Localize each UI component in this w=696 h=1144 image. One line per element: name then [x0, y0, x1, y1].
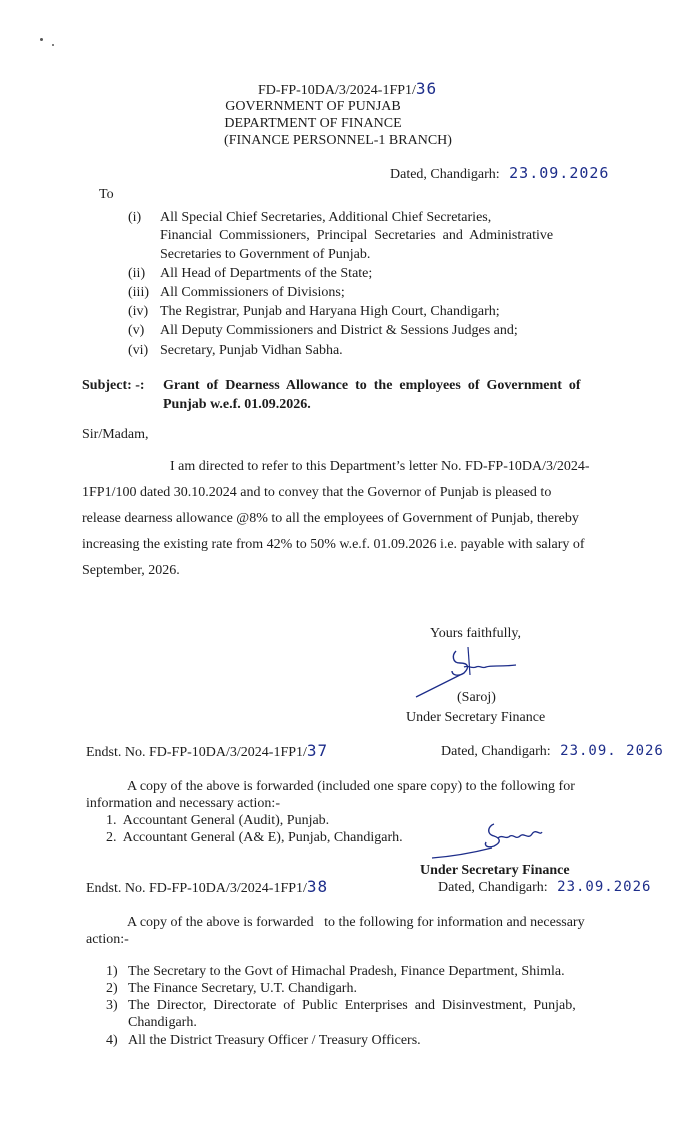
endorsement-number	[86, 742, 328, 762]
header-government: GOVERNMENT OF PUNJAB	[225, 99, 401, 114]
endorsement-dated	[441, 742, 664, 761]
distribution-num: 1)	[106, 964, 118, 979]
endorsement-item: 1. Accountant General (Audit), Punjab.	[106, 813, 330, 828]
distribution-line: Chandigarh.	[128, 1015, 197, 1030]
reference-handwritten-number: 36	[415, 79, 438, 98]
recipient-line: Secretary, Punjab Vidhan Sabha.	[160, 343, 343, 358]
recipient-num: (i)	[128, 210, 142, 225]
subject-line: Punjab w.e.f. 01.09.2026.	[163, 397, 311, 412]
scan-speck	[52, 44, 54, 46]
recipient-line: All Head of Departments of the State;	[160, 266, 373, 281]
endorsement-intro: information and necessary action:-	[86, 796, 280, 811]
recipient-num: (iii)	[128, 285, 149, 300]
recipient-line: All Commissioners of Divisions;	[160, 285, 345, 300]
distribution-line: The Finance Secretary, U.T. Chandigarh.	[128, 981, 357, 996]
closing-yours-faithfully: Yours faithfully,	[430, 626, 522, 641]
dated-line	[390, 164, 609, 184]
distribution-line: All the District Treasury Officer / Treasury Officers.	[128, 1033, 421, 1048]
body-line: increasing the existing rate from 42% to 50% w.e.f. 01.09.2026 i.e. payable with salary of	[82, 537, 585, 552]
to-label: To	[99, 187, 114, 202]
body-line: I am directed to refer to this Department’s letter No. FD-FP-10DA/3/2024-	[170, 459, 590, 474]
dated-label: Dated, Chandigarh:	[390, 167, 500, 182]
recipient-line: Secretaries to Government of Punjab.	[160, 247, 371, 262]
endorsement-handwritten-date: 23.09. 2026	[560, 743, 664, 759]
endorsement-item: 2. Accountant General (A& E), Punjab, Chandigarh.	[106, 830, 403, 845]
endorsement-handwritten-number: 37	[306, 741, 329, 760]
distribution-num: 3)	[106, 998, 118, 1013]
endorsement-prefix: Endst. No. FD-FP-10DA/3/2024-1FP1/	[86, 881, 307, 896]
recipient-line: All Special Chief Secretaries, Additional Chief Secretaries,	[160, 210, 492, 225]
endorsement-dated-label: Dated, Chandigarh:	[441, 744, 551, 759]
body-line: September, 2026.	[82, 563, 180, 578]
signatory-name: (Saroj)	[457, 690, 496, 705]
body-line: release dearness allowance @8% to all the employees of Government of Punjab, thereby	[82, 511, 579, 526]
distribution-line: The Secretary to the Govt of Himachal Pradesh, Finance Department, Shimla.	[128, 964, 565, 979]
endorsement-dated-label: Dated, Chandigarh:	[438, 880, 548, 895]
endorsement-prefix: Endst. No. FD-FP-10DA/3/2024-1FP1/	[86, 745, 307, 760]
endorsement-handwritten-number: 38	[306, 877, 329, 896]
subject-label: Subject: -:	[82, 378, 145, 393]
body-line: 1FP1/100 dated 30.10.2024 and to convey that the Governor of Punjab is pleased to	[82, 485, 552, 500]
subject-line: Grant of Dearness Allowance to the employees of Government of	[163, 378, 581, 393]
recipient-num: (ii)	[128, 266, 146, 281]
distribution-line: The Director, Directorate of Public Enterprises and Disinvestment, Punjab,	[128, 998, 576, 1013]
header-branch: (FINANCE PERSONNEL-1 BRANCH)	[224, 133, 452, 148]
distribution-num: 4)	[106, 1033, 118, 1048]
reference-number	[258, 80, 437, 100]
reference-prefix: FD-FP-10DA/3/2024-1FP1/	[258, 83, 416, 98]
recipient-num: (iv)	[128, 304, 149, 319]
recipient-line: The Registrar, Punjab and Haryana High Court, Chandigarh;	[160, 304, 500, 319]
endorsement-dated	[438, 878, 651, 897]
distribution-num: 2)	[106, 981, 118, 996]
recipient-line: Financial Commissioners, Principal Secretaries and Administrative	[160, 228, 554, 243]
endorsement-designation: Under Secretary Finance	[420, 863, 570, 878]
dated-handwritten-date: 23.09.2026	[509, 164, 610, 182]
recipient-num: (v)	[128, 323, 145, 338]
endorsement-intro: A copy of the above is forwarded to the following for information and necessary	[127, 915, 585, 930]
endorsement-handwritten-date: 23.09.2026	[557, 879, 652, 895]
recipient-line: All Deputy Commissioners and District & Sessions Judges and;	[160, 323, 518, 338]
signature-endorsement	[428, 818, 568, 868]
header-department: DEPARTMENT OF FINANCE	[224, 116, 402, 131]
endorsement-number	[86, 878, 328, 898]
recipient-num: (vi)	[128, 343, 149, 358]
signatory-designation: Under Secretary Finance	[406, 710, 546, 725]
endorsement-intro: A copy of the above is forwarded (included one spare copy) to the following for	[127, 779, 575, 794]
scan-speck	[40, 38, 43, 41]
endorsement-intro: action:-	[86, 932, 129, 947]
salutation: Sir/Madam,	[82, 427, 149, 442]
